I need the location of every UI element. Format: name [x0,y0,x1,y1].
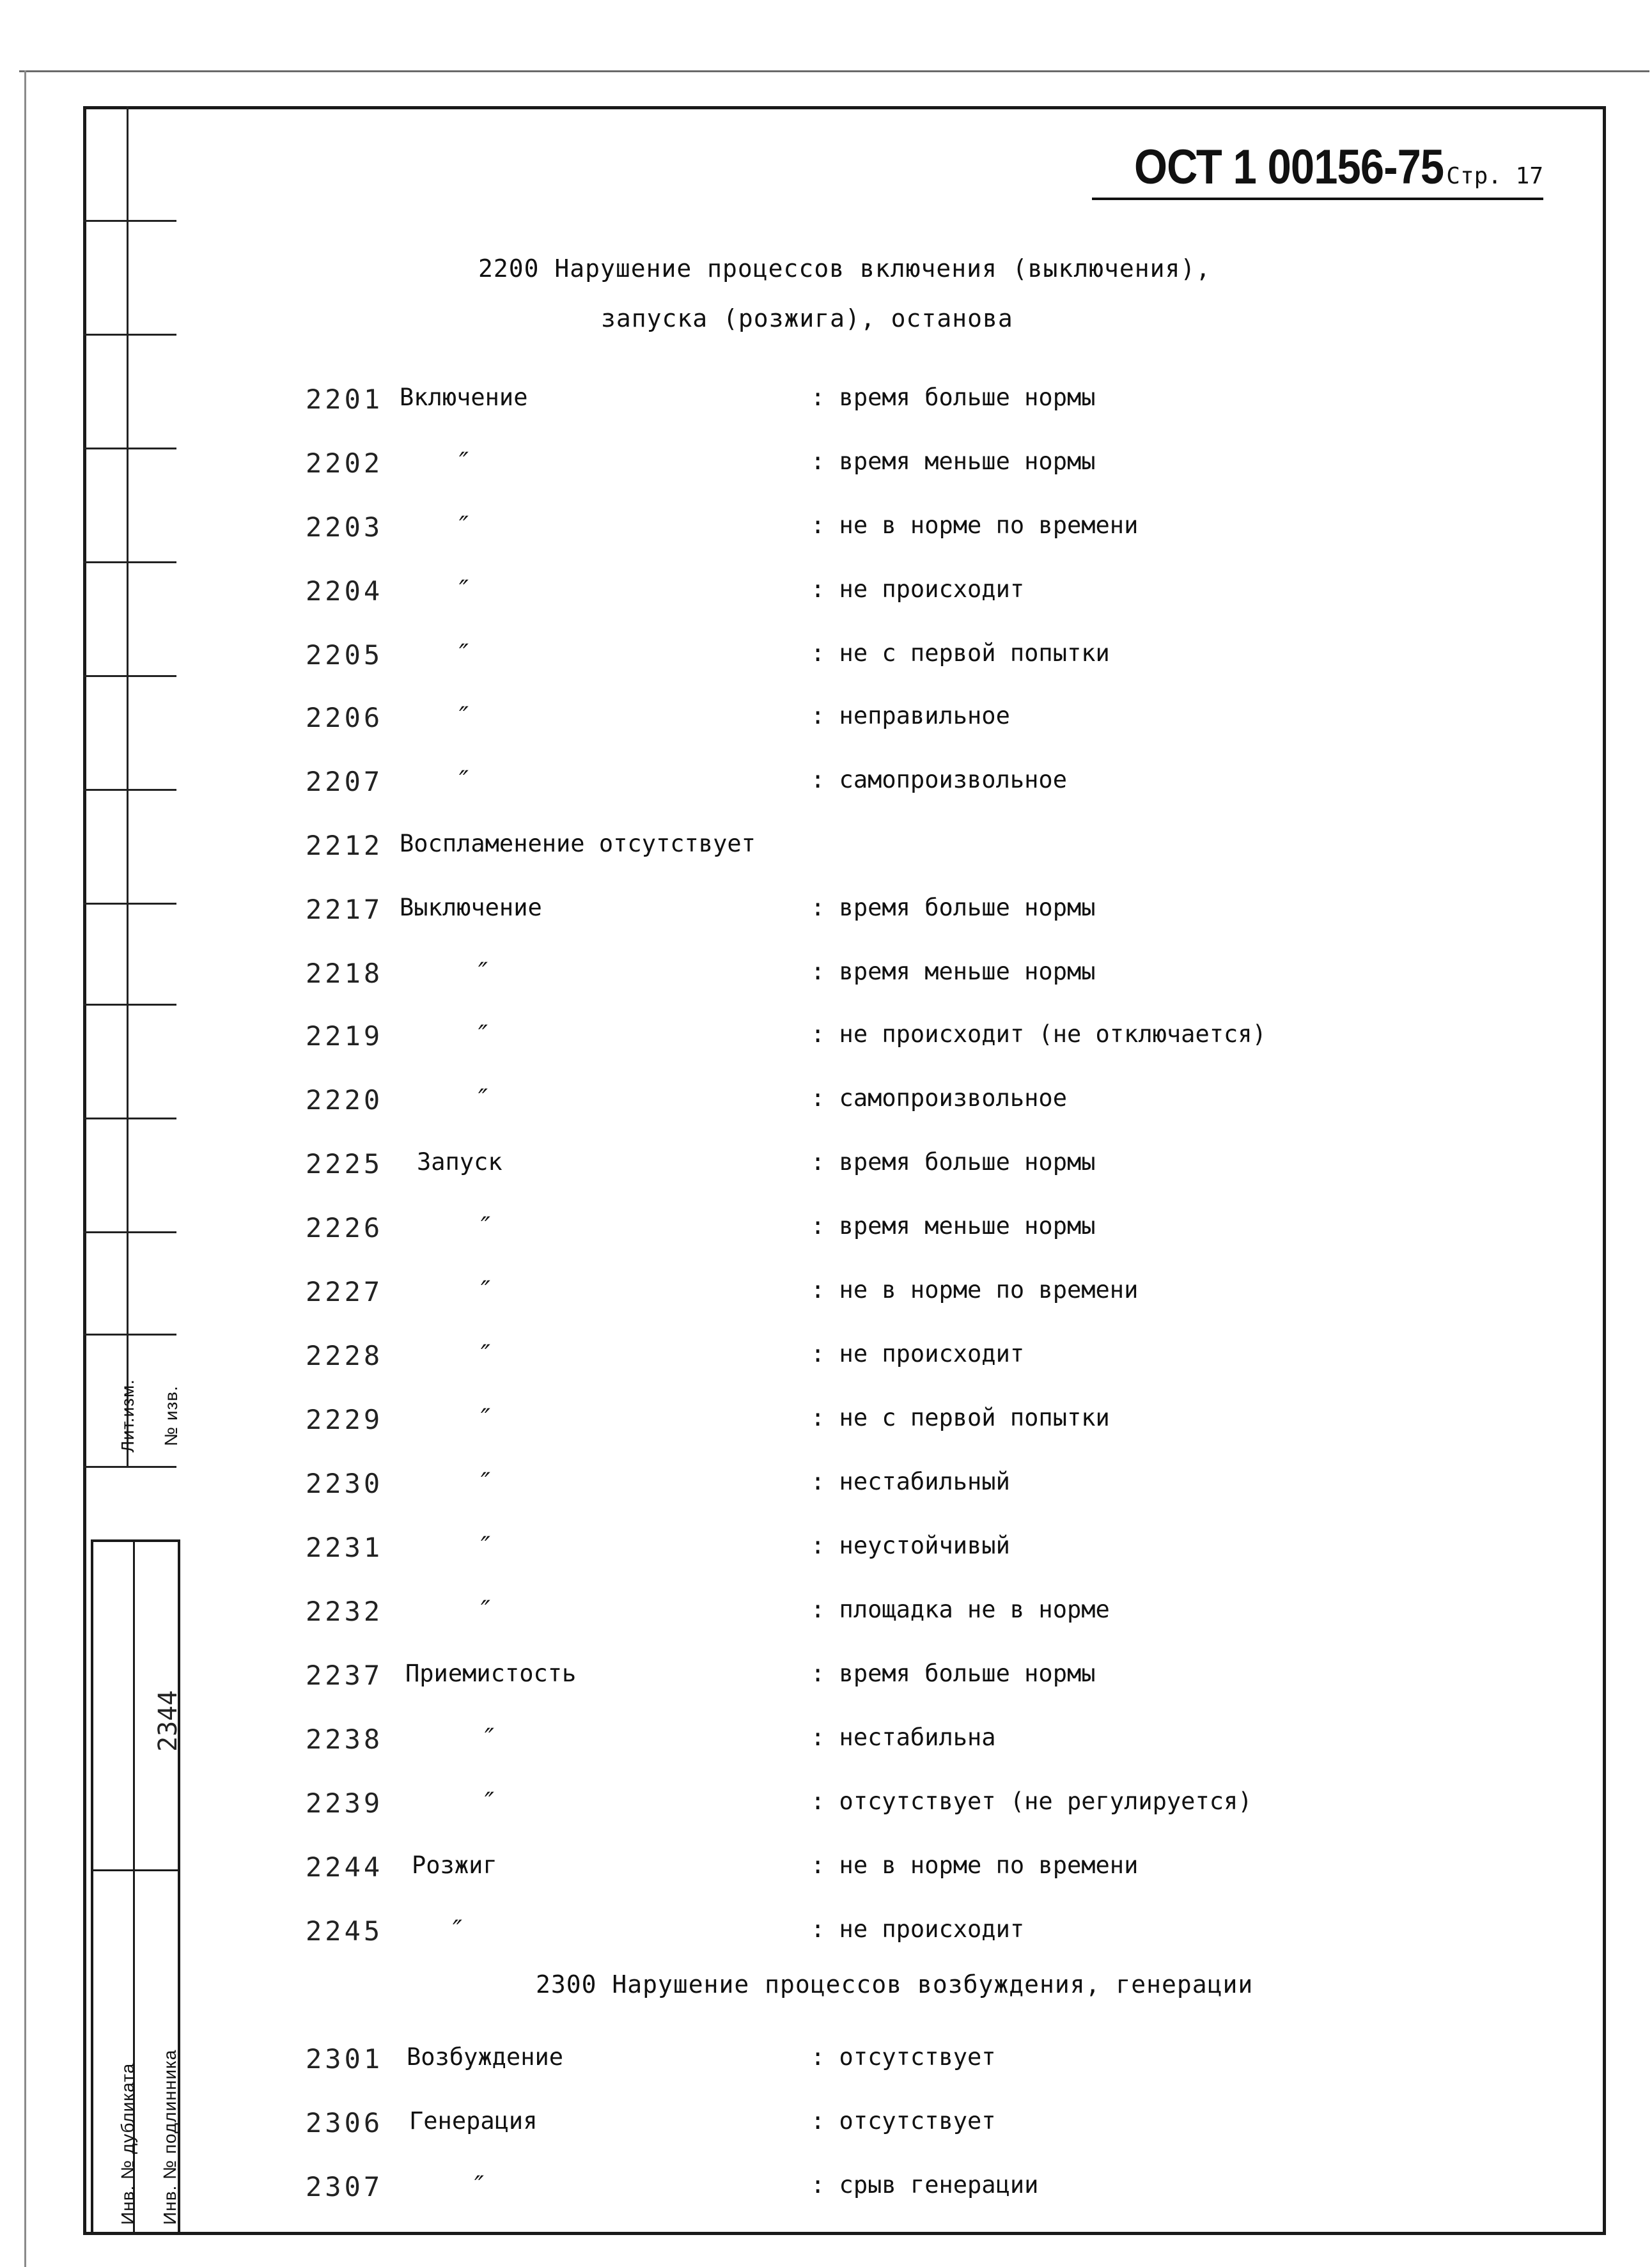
entry-description: : не с первой попытки [811,1404,1110,1431]
document-header [1092,139,1543,200]
entry-code: 2244 [306,1851,384,1883]
ditto-mark: ″ [459,448,469,477]
entry-code: 2227 [306,1276,384,1307]
entry-row [0,1788,1652,1826]
entry-row [0,2107,1652,2146]
entry-row [0,575,1652,614]
ditto-mark: ″ [481,1596,490,1625]
ditto-mark: ″ [481,1532,490,1561]
entry-code: 2245 [306,1915,384,1947]
entry-row [0,1851,1652,1890]
entry-description: : время больше нормы [811,384,1096,411]
entry-description: : отсутствует [811,2107,996,2135]
entry-label: Розжиг [412,1851,497,1879]
entry-code: 2217 [306,894,384,925]
section-subtitle-2200: запуска (розжига), останова [601,304,1013,332]
entry-code: 2218 [306,958,384,989]
entry-row [0,702,1652,740]
lit-izm-label: Лит.изм. [118,1378,137,1453]
entry-code: 2232 [306,1596,384,1627]
entry-row [0,1020,1652,1059]
entry-description: : не с первой попытки [811,639,1110,667]
ditto-mark: ″ [481,1212,490,1242]
entry-row [0,1596,1652,1634]
entry-code: 2220 [306,1084,384,1116]
entry-code: 2202 [306,448,384,479]
entry-code: 2231 [306,1532,384,1563]
nom-izv-label: № изв. [161,1385,181,1446]
ditto-mark: ″ [481,1404,490,1433]
entry-description: : время меньше нормы [811,958,1096,985]
entry-label: Воспламенение отсутствует [400,830,756,857]
entry-code: 2239 [306,1788,384,1819]
entry-code: 2206 [306,702,384,733]
entry-code: 2230 [306,1468,384,1499]
entry-description: : неправильное [811,702,1010,729]
ditto-mark: ″ [481,1340,490,1369]
entry-label: Приемистость [405,1660,577,1687]
entry-code: 2307 [306,2171,384,2202]
section-title-2300: 2300 Нарушение процессов возбуждения, генерации [536,1970,1254,1998]
grid-line [83,561,176,563]
entry-row [0,1724,1652,1762]
entry-description: : самопроизвольное [811,766,1067,793]
entry-row [0,1276,1652,1314]
document-code: ОСТ 1 00156-75 [1134,140,1444,194]
ditto-mark: ″ [485,1788,494,1817]
entry-code: 2219 [306,1020,384,1052]
entry-code: 2225 [306,1148,384,1180]
ditto-mark: ″ [453,1915,462,1945]
entry-description: : не происходит (не отключается) [811,1020,1266,1048]
entry-description: : время меньше нормы [811,448,1096,475]
entry-row [0,448,1652,486]
inv-dublikata-label: Инв. № дубликата [118,2062,137,2225]
entry-description: : нестабильна [811,1724,996,1751]
entry-description: : неустойчивый [811,1532,1010,1559]
ditto-mark: ″ [474,2171,484,2201]
ditto-mark: ″ [478,1084,488,1114]
entry-row [0,1340,1652,1378]
entry-row [0,1148,1652,1187]
entry-row [0,830,1652,868]
entry-description: : площадка не в норме [811,1596,1110,1623]
entry-code: 2238 [306,1724,384,1755]
entry-row [0,1212,1652,1250]
entry-description: : нестабильный [811,1468,1010,1495]
grid-line [83,220,176,222]
entry-description: : не происходит [811,575,1025,603]
entry-row [0,384,1652,422]
ditto-mark: ″ [459,702,469,731]
entry-label: Возбуждение [407,2043,564,2071]
ditto-mark: ″ [481,1468,490,1497]
entry-label: Генерация [409,2107,538,2135]
entry-row [0,1404,1652,1442]
entry-code: 2226 [306,1212,384,1243]
entry-code: 2207 [306,766,384,797]
entry-code: 2228 [306,1340,384,1371]
entry-description: : время больше нормы [811,1660,1096,1687]
entry-row [0,1660,1652,1698]
ditto-mark: ″ [459,575,469,605]
entry-description: : не в норме по времени [811,1276,1139,1304]
entry-label: Включение [400,384,528,411]
grid-line [83,334,176,336]
entry-row [0,958,1652,996]
entry-description: : не в норме по времени [811,1851,1139,1879]
entry-description: : срыв генерации [811,2171,1039,2199]
entry-description: : не происходит [811,1915,1025,1943]
entry-code: 2212 [306,830,384,861]
entry-code: 2203 [306,511,384,543]
entry-label: Выключение [400,894,542,921]
entry-row [0,2043,1652,2082]
entry-row [0,1084,1652,1123]
entry-description: : отсутствует (не регулируется) [811,1788,1252,1815]
inventory-number: 2344 [153,1690,183,1752]
section-title-2200: 2200 Нарушение процессов включения (выключения), [478,254,1212,283]
entry-row [0,766,1652,804]
entry-code: 2205 [306,639,384,671]
ditto-mark: ″ [459,511,469,541]
entry-description: : не в норме по времени [811,511,1139,539]
ditto-mark: ″ [459,639,469,669]
ditto-mark: ″ [481,1276,490,1305]
entry-description: : не происходит [811,1340,1025,1367]
entry-description: : время больше нормы [811,894,1096,921]
entry-code: 2229 [306,1404,384,1435]
entry-code: 2306 [306,2107,384,2138]
grid-line [83,1334,176,1336]
entry-row [0,1915,1652,1954]
ditto-mark: ″ [478,1020,488,1050]
entry-row [0,2171,1652,2209]
ditto-mark: ″ [485,1724,494,1753]
entry-description: : время больше нормы [811,1148,1096,1176]
entry-code: 2201 [306,384,384,415]
entry-row [0,511,1652,550]
entry-description: : самопроизвольное [811,1084,1067,1112]
entry-code: 2237 [306,1660,384,1691]
inv-podlinnika-label: Инв. № подлинника [160,2049,180,2225]
ditto-mark: ″ [478,958,488,987]
entry-description: : отсутствует [811,2043,996,2071]
entry-label: Запуск [417,1148,503,1176]
entry-row [0,894,1652,932]
entry-description: : время меньше нормы [811,1212,1096,1240]
entry-row [0,1532,1652,1570]
grid-line [83,1004,176,1006]
page-number: Стр. 17 [1446,163,1543,189]
entry-row [0,639,1652,678]
entry-code: 2301 [306,2043,384,2075]
scan-edge-top [19,70,1649,72]
entry-code: 2204 [306,575,384,607]
entry-row [0,1468,1652,1506]
ditto-mark: ″ [459,766,469,795]
